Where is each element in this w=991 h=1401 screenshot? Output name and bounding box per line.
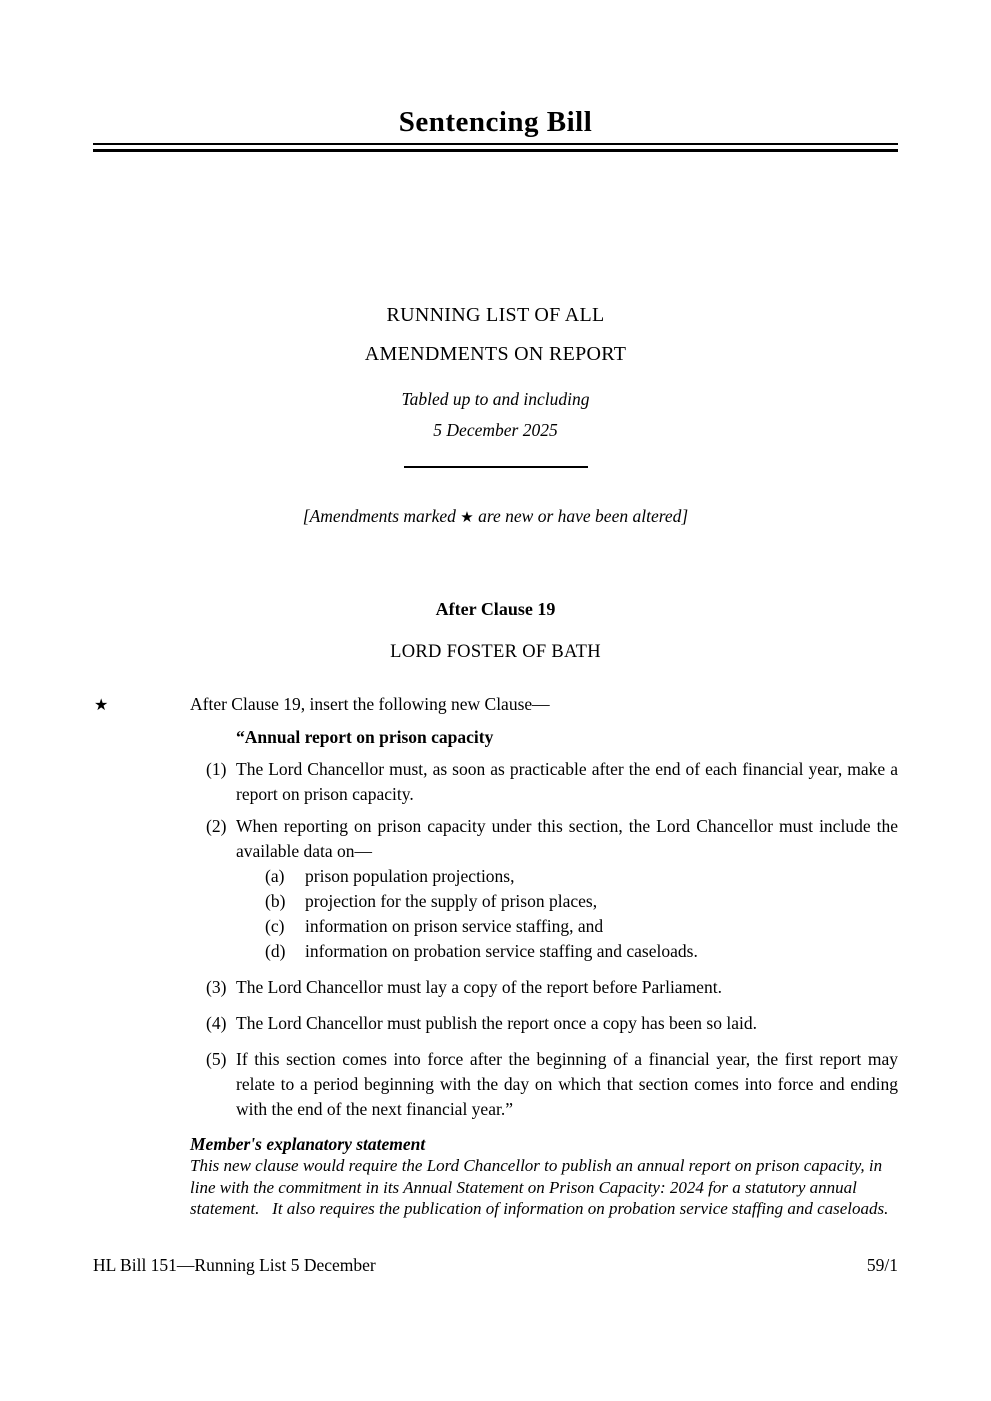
star-icon: ★ xyxy=(460,510,474,526)
marked-note-prefix: [Amendments marked xyxy=(302,506,461,526)
paragraph-b xyxy=(93,889,898,914)
subsection-4 xyxy=(93,1011,898,1036)
subsection-number: (2) xyxy=(206,816,227,836)
paragraph-c xyxy=(93,914,898,939)
explanatory-statement-text: This new clause would require the Lord Chancellor to publish an annual report on prison capacity, in line with the commitment in its Annual Statement on Prison Capacity: 2024 for a statutory annual statement. It also requires the publication of information on probation service staffing and caseloads. xyxy=(190,1156,889,1218)
subsection-text: The Lord Chancellor must lay a copy of the report before Parliament. xyxy=(236,977,722,997)
marked-note-suffix: are new or have been altered] xyxy=(473,506,689,526)
footer-page-number: 59/1 xyxy=(866,1255,898,1275)
bill-title: Sentencing Bill xyxy=(398,106,593,138)
paragraph-text: information on prison service staffing, and xyxy=(305,916,604,936)
subsection-5 xyxy=(93,1047,898,1122)
tabled-up-to-line: Tabled up to and including xyxy=(401,389,590,409)
amendment-instruction xyxy=(93,692,898,717)
explanatory-statement-heading: Member's explanatory statement xyxy=(190,1134,426,1154)
paragraph-text: information on probation service staffing and caseloads. xyxy=(305,941,698,961)
new-amendment-star-icon: ★ xyxy=(94,697,109,714)
separator-rule xyxy=(404,466,588,468)
tabled-date-line: 5 December 2025 xyxy=(433,420,558,440)
subsection-text: The Lord Chancellor must publish the report once a copy has been so laid. xyxy=(236,1013,757,1033)
amendments-marked-note xyxy=(93,506,898,527)
subsection-number: (1) xyxy=(206,759,227,779)
subsection-3 xyxy=(93,975,898,1000)
subsection-2 xyxy=(93,814,898,864)
new-clause-title: “Annual report on prison capacity xyxy=(236,727,494,747)
subsection-1 xyxy=(93,757,898,807)
paragraph-letter: (b) xyxy=(265,891,286,911)
paragraph-text: projection for the supply of prison places, xyxy=(305,891,598,911)
paragraph-text: prison population projections, xyxy=(305,866,515,886)
subsection-number: (4) xyxy=(206,1013,227,1033)
instruction-text: After Clause 19, insert the following new Clause— xyxy=(190,694,550,714)
page-content xyxy=(93,106,898,1220)
paragraph-letter: (c) xyxy=(265,916,285,936)
member-name: LORD FOSTER OF BATH xyxy=(390,642,601,662)
paragraph-a xyxy=(93,864,898,889)
footer-bill-reference: HL Bill 151—Running List 5 December xyxy=(93,1255,376,1275)
place-heading: After Clause 19 xyxy=(435,599,556,619)
title-double-rule xyxy=(93,143,898,152)
running-list-heading-line2: AMENDMENTS ON REPORT xyxy=(364,343,627,365)
paragraph-letter: (a) xyxy=(265,866,285,886)
paragraph-letter: (d) xyxy=(265,941,286,961)
paragraph-d xyxy=(93,939,898,964)
subsection-text: The Lord Chancellor must, as soon as practicable after the end of each financial year, make a report on prison capacity. xyxy=(236,759,898,804)
page-footer xyxy=(93,1255,898,1276)
subsection-text: If this section comes into force after the beginning of a financial year, the first report may relate to a period beginning with the day on which that section comes into force and ending with the end of the next financial year.” xyxy=(236,1049,898,1119)
running-list-heading-line1: RUNNING LIST OF ALL xyxy=(386,304,605,326)
subsection-number: (3) xyxy=(206,977,227,997)
subsection-number: (5) xyxy=(206,1049,227,1069)
subsection-text: When reporting on prison capacity under this section, the Lord Chancellor must include the available data on— xyxy=(236,816,898,861)
